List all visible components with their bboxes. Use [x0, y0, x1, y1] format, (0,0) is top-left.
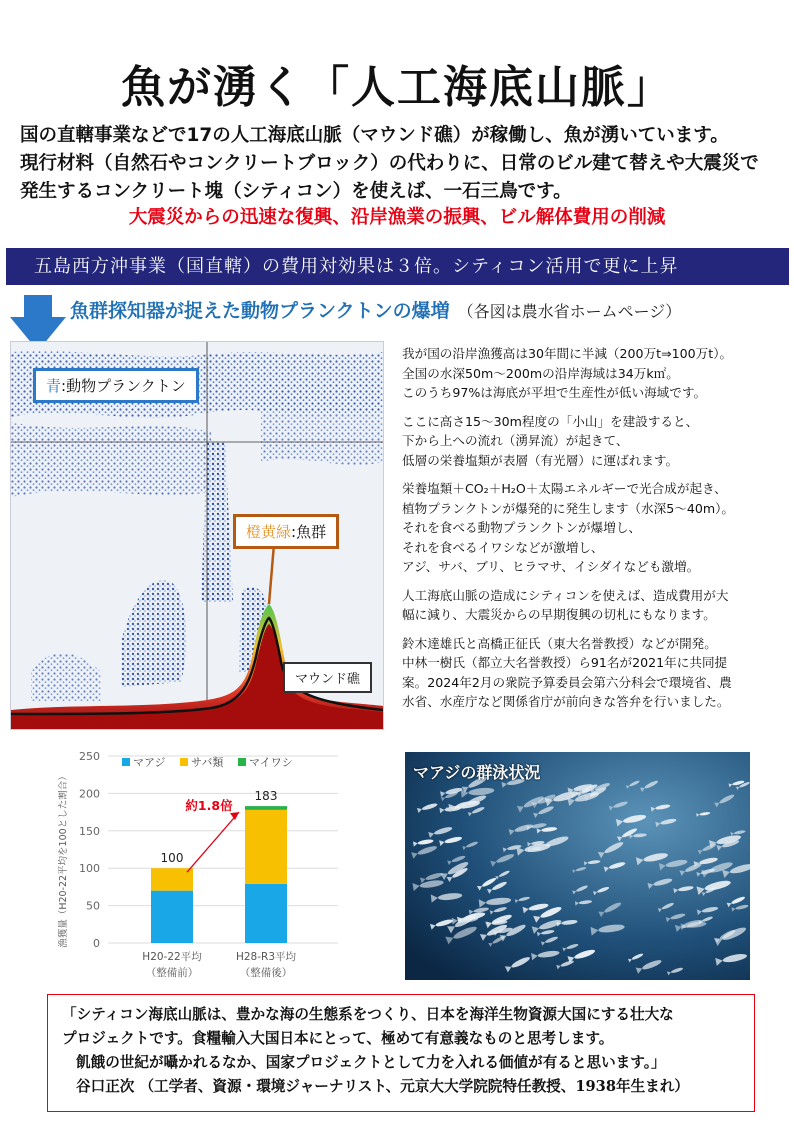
fish-school-label: 橙黄緑:魚群 — [233, 514, 339, 549]
legend-swatch — [122, 758, 130, 766]
lead-paragraph — [20, 122, 780, 206]
quote-line-1: 「シティコン海底山脈は、豊かな海の生態系をつくり、日本を海洋生物資源大国にする壮大な — [62, 1006, 674, 1023]
x-tick-label: H20-22平均 — [142, 951, 202, 963]
bar-segment — [245, 884, 287, 943]
y-tick-label: 250 — [79, 750, 100, 763]
photo-caption: マアジの群泳状況 — [413, 763, 541, 782]
y-tick-label: 150 — [79, 824, 100, 838]
bar-segment — [245, 806, 287, 810]
legend-swatch — [180, 758, 188, 766]
cost-benefit-banner: 五島西方沖事業（国直轄）の費用対効果は３倍。シティコン活用で更に上昇 — [6, 248, 789, 285]
growth-arrow-line — [187, 812, 239, 872]
body-text: 我が国の沿岸漁獲高は30年間に半減（200万t⇒100万t）。 全国の水深50m〜200mの沿岸海域は34万k㎡。 このうち97%は海底が平坦で生産性が低い海域です。 ここに高さ15〜30m程度の「小山」を建設すると、 下から上への流れ（湧昇流）が起きて、 低層の栄養塩類が表層（有光層）に運ばれます。 栄養塩類＋CO₂＋H₂O＋太陽エネルギーで光合成が起き、 植物プランクトンが爆発的に発生します（水深5〜40m）。 それを食べる動物プランクトンが爆増し、 それを食べるイワシなどが激増し、 アジ、サバ、ブリ、ヒラマサ、イシダイなども激増。 人工海底山脈の造成にシティコンを使えば、造成費用が大 幅に減り、大震災からの早期復興の切札にもなります。 鈴木達雄氏と高橋正征氏（東大名誉教授）などが開発。 中林一樹氏（都立大名誉教授）ら91名が2021年に共同提 案。2024年2月の衆院予算委員会第六分科会で環境省、農 水省、水産庁など関係省庁が前向きな答弁を行いました。 — [402, 346, 735, 709]
legend-label: サバ類 — [191, 756, 224, 769]
source-note: （各図は農水省ホームページ） — [457, 302, 682, 321]
x-tick-sublabel: （整備前） — [145, 967, 199, 979]
lead-line-2: 現行材料（自然石やコンクリートブロック）の代わりに、日常のビル建て替えや大震災で — [20, 153, 759, 174]
legend-swatch — [238, 758, 246, 766]
bar-total-label: 183 — [254, 789, 278, 804]
mound-reef-label: マウンド礁 — [283, 662, 372, 693]
section-heading — [70, 296, 681, 323]
y-tick-label: 100 — [79, 862, 100, 876]
zooplankton-label: 青:動物プランクトン — [33, 368, 199, 403]
growth-arrow-head — [230, 812, 239, 820]
quote-line-3: 飢餓の世紀が囁かれるなか、国家プロジェクトとして力を入れる価値が有ると思います。」 — [76, 1054, 666, 1071]
section-heading-title: 魚群探知器が捉えた動物プランクトンの爆増 — [70, 300, 450, 322]
x-tick-label: H28-R3平均 — [235, 951, 297, 963]
y-tick-label: 50 — [86, 899, 100, 913]
legend-label: マイワシ — [249, 756, 293, 769]
bar-segment — [245, 810, 287, 884]
catch-bar-chart — [58, 748, 348, 988]
fish-school-picture — [405, 752, 750, 980]
highlight-line: 大震災からの迅速な復興、沿岸漁業の振興、ビル解体費用の削減 — [128, 207, 666, 228]
page-title: 魚が湧く「人工海底山脈」 — [121, 62, 673, 113]
lead-line-1: 国の直轄事業などで17の人工海底山脈（マウンド礁）が稼働し、魚が湧いています。 — [20, 125, 729, 146]
growth-annotation: 約1.8倍 — [185, 798, 233, 814]
legend-label: マアジ — [133, 756, 166, 769]
lead-line-3: 発生するコンクリート塊（シティコン）を使えば、一石三鳥です。 — [20, 181, 572, 202]
y-tick-label: 0 — [93, 937, 100, 950]
fish-finder-image — [10, 341, 384, 730]
testimonial-quote — [47, 994, 755, 1112]
quote-author: 谷口正次 （工学者、資源・環境ジャーナリスト、元京大大学院院特任教授、1938年生まれ） — [76, 1078, 689, 1095]
y-tick-label: 200 — [79, 787, 100, 801]
y-axis-label: 漁獲量（H20-22平均を100とした割合） — [58, 771, 69, 948]
horse-mackerel-photo — [405, 752, 750, 980]
bar-segment — [151, 891, 193, 943]
x-tick-sublabel: （整備後） — [239, 967, 293, 979]
bar-total-label: 100 — [160, 851, 184, 866]
quote-line-2: プロジェクトです。食糧輸入大国日本にとって、極めて有意義なものと思考します。 — [62, 1030, 614, 1047]
